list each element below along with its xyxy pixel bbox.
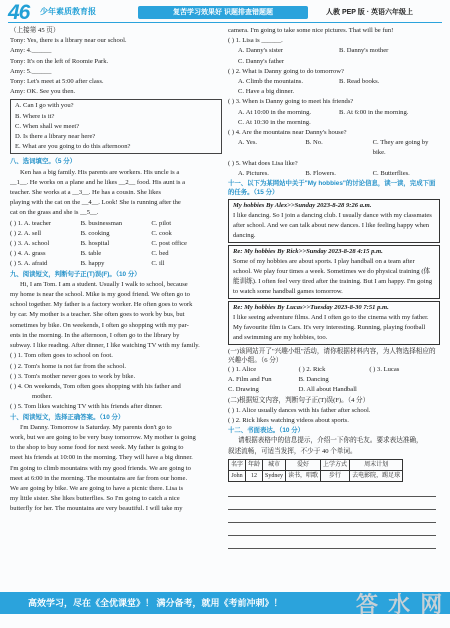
- text-line: meet at 6:00 in the morning. The mountains are far from our home.: [10, 474, 188, 482]
- choice: ( ) 5. A. afraid: [10, 260, 48, 268]
- choice-row: [228, 108, 440, 118]
- choice: A. Film and Fun: [228, 376, 272, 384]
- post-body: I like seeing adventure films. And I often go to the cinema with my father. My favourite film is Cars. It's very interesting. Running, playing football and swimming are my hobbies, too.: [233, 314, 429, 342]
- choice-row: [228, 375, 440, 385]
- text-line: my little sister. She likes butterflies. So I'm going to catch a nice: [10, 495, 180, 503]
- question: ( ) 4. Are the mountains near Danny's house?: [228, 129, 347, 137]
- choice: B. cooking: [80, 229, 110, 237]
- writing-line[interactable]: [228, 510, 436, 523]
- option: B. Where is it?: [15, 112, 55, 120]
- text-line: I'm Danny. Tomorrow is Saturday. My parents don't go to: [20, 423, 172, 431]
- choice-row: [10, 219, 222, 229]
- choice: C. Have a big dinner.: [238, 88, 295, 96]
- left-column: [10, 26, 222, 515]
- table-header: 爱好: [286, 459, 321, 470]
- choice-row: [228, 169, 440, 179]
- table-row: [229, 471, 403, 482]
- choice: A. Pictures.: [238, 169, 269, 177]
- choice: B. hospital: [80, 240, 110, 248]
- section-title: 八、选词填空。（5 分）: [10, 158, 77, 166]
- writing-line[interactable]: [228, 523, 436, 536]
- page-number: 46: [8, 1, 30, 24]
- choice-row: [10, 259, 222, 269]
- text-line: Amy: 5.______: [10, 67, 52, 75]
- writing-line[interactable]: [228, 484, 436, 497]
- section-title: 十、阅读短文，选择正确答案。（10 分）: [10, 413, 125, 421]
- text-line: to the shop to buy some food for next week. My father is going to: [10, 444, 184, 452]
- table-header: 城市: [263, 459, 286, 470]
- text-line: Ken has a big family. His parents are workers. His uncle is a: [20, 168, 180, 176]
- text-line: camera. I'm going to take some nice pictures. That will be fun!: [228, 27, 394, 34]
- text-line: Tony: Let's meet at 5:00 after class.: [10, 78, 104, 86]
- edition-label: 人教 PEP 版 · 英语六年级上: [326, 9, 413, 16]
- text-line: work, but we are going to be very busy tomorrow. My mother is going: [10, 433, 196, 441]
- option: C. When shall we meet?: [15, 122, 80, 130]
- choice: B. At 6:00 in the morning.: [339, 108, 409, 116]
- option: E. What are you going to do this afternoon?: [15, 143, 131, 151]
- choice: A. Yes.: [238, 139, 258, 147]
- question: ( ) 1. Lisa is ______.: [228, 37, 283, 45]
- text-line: ents in the morning. In the afternoon, I often go to the library by: [10, 331, 180, 339]
- table-cell: 步行: [321, 471, 350, 482]
- choice: B. Danny's mother: [339, 47, 389, 55]
- choice-row: [228, 365, 440, 375]
- choice-row: [10, 249, 222, 259]
- tf-item: ( ) 1. Tom often goes to school on foot.: [10, 352, 113, 360]
- choice-row: [228, 138, 440, 158]
- tf-item-cont: mother.: [32, 393, 52, 401]
- choice-row: [228, 46, 440, 56]
- post-header: My hobbies By Alex>>Sunday 2023-8-28 9:26 a.m.: [233, 202, 372, 210]
- question: ( ) 3. When is Danny going to meet his friends?: [228, 98, 354, 106]
- choice: C. post office: [151, 240, 187, 248]
- question: ( ) 2. What is Danny going to do tomorrow?: [228, 67, 344, 75]
- text-line: __1__. He works on a plane and he likes __2__ food. His aunt is a: [10, 178, 186, 186]
- section-title: 十二、书面表达。（10 分）: [228, 427, 304, 435]
- table-header: 名字: [229, 459, 246, 470]
- text-line: Amy: OK. See you then.: [10, 88, 76, 96]
- choice: ( ) 1. Alice: [228, 366, 257, 374]
- table-cell: 12: [246, 471, 263, 482]
- publication-name: 少年素质教育报: [40, 7, 96, 16]
- choice: ( ) 3. Lucas: [369, 366, 400, 374]
- text-line: by car. My mother is a teacher. She often goes to work by bus, but: [10, 311, 185, 319]
- choice: C. Butterflies.: [372, 169, 410, 177]
- choice-row: [10, 229, 222, 239]
- text-line: my home is near the school. Mike is my good friend. We often go to: [10, 291, 190, 299]
- post-header: Re: My hobbies By Lucas>>Tuesday 2023-8-30 7:51 p.m.: [233, 304, 389, 312]
- choice: A. Climb the mountains.: [238, 78, 304, 86]
- table-cell: John: [229, 471, 246, 482]
- table-cell: 去电影院，踢足球: [350, 471, 403, 482]
- choice: A. At 10:00 in the morning.: [238, 108, 312, 116]
- choice: A. Danny's sister: [238, 47, 283, 55]
- choice: ( ) 4. A. grass: [10, 250, 46, 258]
- choice: ( ) 2. Rick: [298, 366, 326, 374]
- text-line: 叙述流畅，可适当发挥，不少于 40 个单词。: [228, 447, 357, 455]
- choice: ( ) 3. A. school: [10, 240, 50, 248]
- choice: ( ) 2. A. sell: [10, 229, 42, 237]
- section-title: 九、阅读短文，判断句子正(T)误(F)。（10 分）: [10, 270, 141, 278]
- table-cell: Sydney: [263, 471, 286, 482]
- choice: B. Read books.: [339, 78, 380, 86]
- tf-item: ( ) 1. Alice usually dances with his father after school.: [228, 406, 371, 414]
- choice: C. pilot: [151, 219, 172, 227]
- text-line: Tony: It's on the left of Roomie Park.: [10, 57, 109, 65]
- tf-item: ( ) 2. Rick likes watching videos about sports.: [228, 417, 349, 425]
- option: D. Is there a library near here?: [15, 133, 96, 141]
- sub-task-title: (一)该网站开了"兴趣小组"活动，请你根据材料内容，为人物选择相应的兴趣小组。（6 分）: [228, 348, 436, 365]
- choice-row: [228, 77, 440, 87]
- writing-line[interactable]: [228, 497, 436, 510]
- choice: B. Dancing: [298, 376, 329, 384]
- choice: C. cook: [151, 229, 172, 237]
- forum-post: [228, 301, 440, 345]
- choice-row: [228, 385, 440, 395]
- header-slogan: 复苦学习效果好 识题排查错题题: [138, 6, 308, 19]
- text-line: sometimes by bike. On weekends, I often go shopping with my par-: [10, 321, 189, 329]
- table-header-row: [229, 459, 403, 470]
- choice: C. ill: [151, 260, 165, 268]
- forum-post: [228, 245, 440, 299]
- post-body: I like dancing. So I join a dancing club. I usually dance with my classmates after school. And we can talk about new dances. I like feeling happy when dancing.: [233, 212, 432, 240]
- choice: B. happy: [80, 260, 105, 268]
- text-line: subway. I like reading. After dinner, I like watching TV with my family.: [10, 342, 200, 350]
- options-box: [10, 99, 222, 154]
- choice: B. Flowers.: [305, 169, 336, 177]
- text-line: Hi, I am Tom. I am a student. Usually I walk to school, because: [20, 280, 188, 288]
- writing-line[interactable]: [228, 536, 436, 549]
- choice: D. All about Handball: [298, 386, 357, 394]
- table-header: 年龄: [246, 459, 263, 470]
- forum-post: [228, 199, 440, 243]
- watermark: 答 水 网: [356, 592, 445, 617]
- table-cell: 读书，唱歌: [286, 471, 321, 482]
- choice: C. They are going by bike.: [372, 139, 429, 157]
- info-table: [228, 459, 403, 482]
- text-line: playing with the cat on the __4__. Look! She is running after the: [10, 199, 181, 207]
- text-line: 请根据表格中的信息提示，介绍一下你的毛友。要求表达准确，: [238, 437, 423, 445]
- choice: B. businessman: [80, 219, 123, 227]
- choice-row: [10, 239, 222, 249]
- text-line: Tony: Yes, there is a library near our school.: [10, 37, 127, 45]
- post-body: Some of my hobbies are about sports. I play handball on a team after school. We play four times a week. Sometimes we do physical training (体能训练). I often feel very tired after the training. But I am happy. I'm going to watch some handball games tomorrow.: [233, 258, 433, 296]
- tf-item: ( ) 5. Tom likes watching TV with his friends after dinner.: [10, 403, 163, 411]
- choice: B. table: [80, 250, 102, 258]
- text-line: butterfly for her. The mountains are very beautiful. I will take my: [10, 505, 183, 513]
- choice: C. Danny's father: [238, 57, 285, 65]
- text-line: Amy: 4.______: [10, 47, 52, 55]
- text-line: I'm going to climb mountains with my good friends. We are going to: [10, 464, 191, 472]
- choice: C. At 10:30 in the morning.: [238, 118, 311, 126]
- option: A. Can I go with you?: [15, 102, 74, 110]
- table-header: 周末计划: [350, 459, 403, 470]
- header-divider: [8, 22, 442, 23]
- footer-banner: 高效学习，尽在《全优课堂》！ 满分备考，就用《考前冲刺》！: [0, 592, 450, 614]
- choice: C. bed: [151, 250, 169, 258]
- tf-item: ( ) 4. On weekends, Tom often goes shopping with his father and: [10, 382, 181, 390]
- text-line: meet his friends at 10:00 in the morning. They will have a big dinner.: [10, 454, 193, 462]
- section-title: 十一、以下为某网站中关于"My hobbies"的讨论信息，读一读，完成下面的任务。（15 分）: [228, 180, 436, 197]
- text-line: cat on the grass and she is __5__.: [10, 209, 99, 217]
- sub-task-title: (二)根据短文内容，判断句子正(T)误(F)。（4 分）: [228, 396, 370, 404]
- text-line: teacher. She works at a __3__. He has a cousin. She likes: [10, 189, 161, 197]
- choice: C. Drawing: [228, 386, 259, 394]
- post-header: Re: My hobbies By Rick>>Sunday 2023-8-28 4:15 p.m.: [233, 248, 383, 256]
- text-line: We are going by bike. We are going to have a picnic there. Lisa is: [10, 484, 184, 492]
- text-line: school together. My father is a factory worker. He often goes to work: [10, 301, 193, 309]
- choice: ( ) 1. A. teacher: [10, 219, 52, 227]
- right-column: [228, 26, 440, 549]
- tf-item: ( ) 3. Tom's mother never goes to work by bike.: [10, 372, 136, 380]
- text-line: （上接第 45 页）: [10, 27, 60, 34]
- page-header: [0, 0, 450, 24]
- choice: B. No.: [305, 139, 323, 147]
- tf-item: ( ) 2. Tom's home is not far from the school.: [10, 362, 126, 370]
- question: ( ) 5. What does Lisa like?: [228, 159, 298, 167]
- table-header: 上学方式: [321, 459, 350, 470]
